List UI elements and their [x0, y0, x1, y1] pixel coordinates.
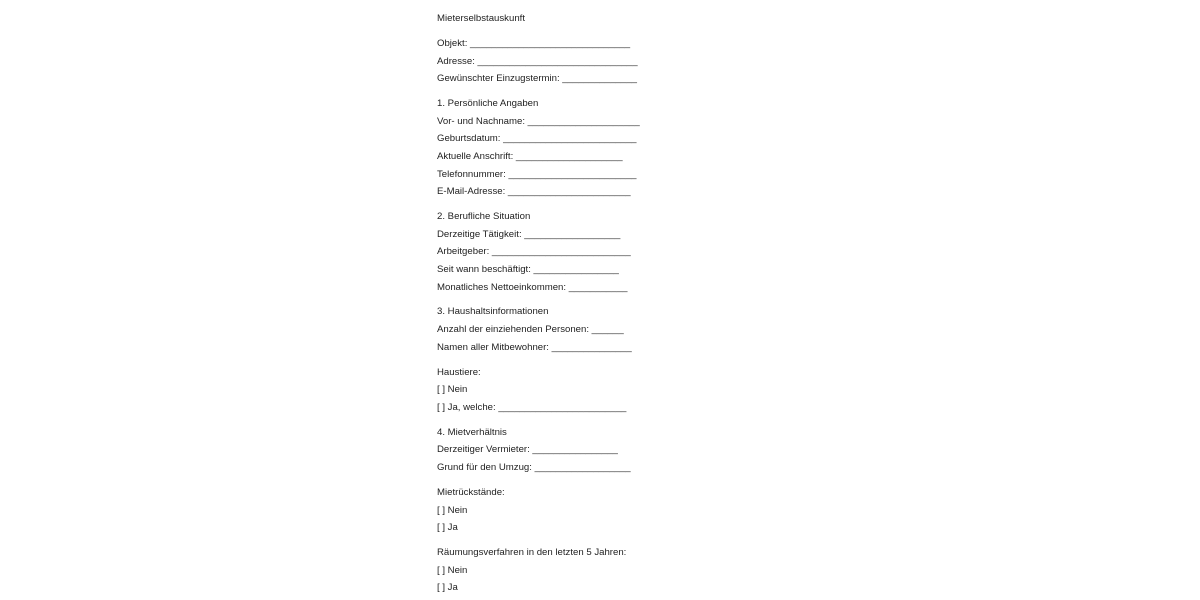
email-field: E-Mail-Adresse: _______________________ [437, 186, 631, 198]
taetigkeit-field: Derzeitige Tätigkeit: __________________ [437, 228, 621, 240]
form-document [437, 12, 797, 599]
section-heading-beruf: 2. Berufliche Situation [437, 211, 531, 223]
geburtsdatum-field: Geburtsdatum: _________________________ [437, 133, 637, 145]
raeumungsverfahren-nein-checkbox[interactable]: [ ] Nein [437, 564, 468, 576]
personen-field: Anzahl der einziehenden Personen: ______ [437, 324, 624, 336]
section-heading-haushalt: 3. Haushaltsinformationen [437, 306, 549, 318]
arbeitgeber-field: Arbeitgeber: __________________________ [437, 246, 631, 258]
name-field: Vor- und Nachname: _____________________ [437, 115, 640, 127]
mietrueckstaende-nein-checkbox[interactable]: [ ] Nein [437, 504, 468, 516]
einkommen-field: Monatliches Nettoeinkommen: ___________ [437, 281, 628, 293]
mietrueckstaende-label: Mietrückstände: [437, 487, 505, 498]
mietrueckstaende-ja-checkbox[interactable]: [ ] Ja [437, 522, 458, 534]
raeumungsverfahren-ja-checkbox[interactable]: [ ] Ja [437, 582, 458, 594]
objekt-field: Objekt: ______________________________ [437, 38, 631, 49]
umzugsgrund-field: Grund für den Umzug: __________________ [437, 462, 631, 474]
raeumungsverfahren-label: Räumungsverfahren in den letzten 5 Jahren: [437, 547, 627, 559]
haustiere-ja-checkbox[interactable]: [ ] Ja, welche: ________________________ [437, 401, 627, 413]
adresse-field: Adresse: ______________________________ [437, 55, 638, 67]
einzugstermin-field: Gewünschter Einzugstermin: ______________ [437, 73, 638, 85]
beschaeftigt-seit-field: Seit wann beschäftigt: ________________ [437, 263, 619, 275]
vermieter-field: Derzeitiger Vermieter: ________________ [437, 444, 618, 456]
section-heading-persoenlich: 1. Persönliche Angaben [437, 98, 539, 110]
section-heading-mietverhaeltnis: 4. Mietverhältnis [437, 426, 507, 438]
telefon-field: Telefonnummer: ________________________ [437, 168, 637, 180]
haustiere-nein-checkbox[interactable]: [ ] Nein [437, 384, 468, 396]
mitbewohner-field: Namen aller Mitbewohner: _______________ [437, 341, 632, 353]
anschrift-field: Aktuelle Anschrift: ____________________ [437, 150, 623, 162]
document-title: Mieterselbstauskunft [437, 13, 525, 24]
haustiere-label: Haustiere: [437, 366, 481, 378]
